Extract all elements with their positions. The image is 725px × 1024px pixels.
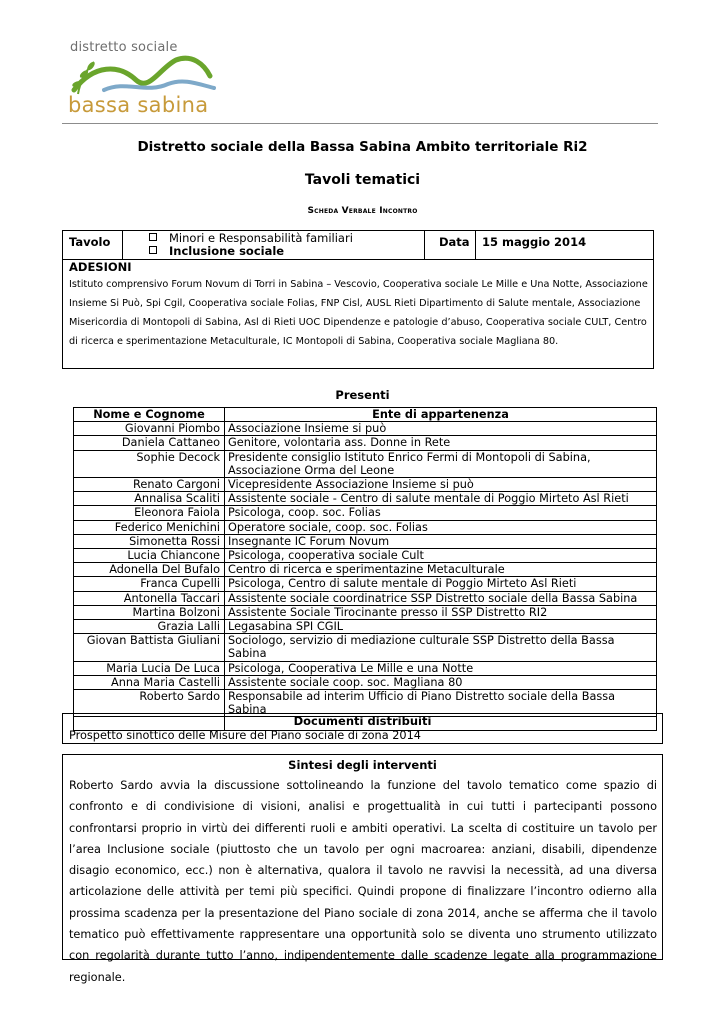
participant-ente: Associazione Insieme si può <box>225 422 657 436</box>
table-row <box>74 563 657 577</box>
logo-bottom-text: bassa sabina <box>68 93 209 117</box>
participant-name: Franca Cupelli <box>74 577 225 591</box>
document-title: Distretto sociale della Bassa Sabina Ambito territoriale Ri2 <box>137 139 588 155</box>
table-row <box>74 577 657 591</box>
participant-ente: Insegnante IC Forum Novum <box>225 534 657 548</box>
participant-ente: Responsabile ad interim Ufficio di Piano Distretto sociale della Bassa Sabina <box>225 690 657 717</box>
document-subtitle: Tavoli tematici <box>304 172 421 188</box>
table-row <box>74 436 657 450</box>
participant-name: Grazia Lalli <box>74 620 225 634</box>
participant-name: Martina Bolzoni <box>74 605 225 619</box>
table-row <box>74 422 657 436</box>
data-label: Data <box>439 235 470 249</box>
participant-ente: Assistente sociale coordinatrice SSP Distretto sociale della Bassa Sabina <box>225 591 657 605</box>
col-ente-header: Ente di appartenenza <box>225 408 657 422</box>
participant-name: Federico Menichini <box>74 520 225 534</box>
logo-top-text: distretto sociale <box>70 40 178 55</box>
table-row <box>74 661 657 675</box>
participant-name: Sophie Decock <box>74 450 225 477</box>
participant-name: Daniela Cattaneo <box>74 436 225 450</box>
documenti-title: Documenti distribuiti <box>293 714 432 728</box>
participant-name: Roberto Sardo <box>74 690 225 717</box>
district-logo <box>64 40 224 120</box>
participant-name: Eleonora Faiola <box>74 506 225 520</box>
tavolo-options <box>149 232 353 258</box>
participant-ente: Operatore sociale, coop. soc. Folias <box>225 520 657 534</box>
participant-name: Adonella Del Bufalo <box>74 563 225 577</box>
table-row <box>74 620 657 634</box>
documenti-box <box>62 713 663 744</box>
section-label: Scheda Verbale Incontro <box>307 206 418 216</box>
participant-ente: Vicepresidente Associazione Insieme si può <box>225 478 657 492</box>
table-row <box>74 534 657 548</box>
participant-name: Annalisa Scaliti <box>74 492 225 506</box>
header-divider <box>62 123 658 124</box>
table-row <box>74 605 657 619</box>
participant-ente: Assistente Sociale Tirocinante presso il SSP Distretto RI2 <box>225 605 657 619</box>
table-row <box>74 520 657 534</box>
adesioni-text: Istituto comprensivo Forum Novum di Torri in Sabina – Vescovio, Cooperativa sociale Le Mille e Una Notte, Associazione Insieme Si Può, Spi Cgil, Cooperativa sociale Folias, FNP Cisl, AUSL Rieti Dipartimento di Salute mentale, Associazione Misericordia di Montopoli di Sabina, Asl di Rieti UOC Dipendenze e patologie d’abuso, Cooperativa sociale CULT, Centro di ricerca e sperimentazione Metaculturale, IC Montopoli di Sabina, Cooperativa sociale Magliana 80. <box>69 279 648 347</box>
participant-ente: Psicologa, Cooperativa Le Mille e una Notte <box>225 661 657 675</box>
presenti-title: Presenti <box>335 388 390 402</box>
participant-ente: Assistente sociale - Centro di salute mentale di Poggio Mirteto Asl Rieti <box>225 492 657 506</box>
participant-name: Anna Maria Castelli <box>74 675 225 689</box>
participant-ente: Psicologa, coop. soc. Folias <box>225 506 657 520</box>
participant-name: Giovanni Piombo <box>74 422 225 436</box>
table-row <box>74 634 657 661</box>
presenti-table <box>73 407 657 731</box>
option-minori: Minori e Responsabilità familiari <box>149 232 353 245</box>
checkbox-icon <box>149 246 157 254</box>
col-name-header: Nome e Cognome <box>74 408 225 422</box>
option-inclusione: Inclusione sociale <box>149 245 353 258</box>
participant-ente: Legasabina SPI CGIL <box>225 620 657 634</box>
participant-ente: Sociologo, servizio di mediazione culturale SSP Distretto della Bassa Sabina <box>225 634 657 661</box>
data-value: 15 maggio 2014 <box>482 235 587 249</box>
participant-name: Renato Cargoni <box>74 478 225 492</box>
header-table <box>62 230 654 369</box>
participant-ente: Assistente sociale coop. soc. Magliana 80 <box>225 675 657 689</box>
sintesi-text: Roberto Sardo avvia la discussione sottolineando la funzione del tavolo tematico come spazio di confronto e di condivisione di visioni, analisi e progettualità in cui tutti i partecipanti possono confrontarsi proprio in virtù dei differenti ruoli e ambiti operativi. La scelta di costituire un tavolo per l’area Inclusione sociale (piuttosto che un tavolo per ogni macroarea: anziani, disabili, dipendenze disagio economico, ecc.) non è alternativa, qualora il tavolo ne ravvisi la necessità, ad una diversa articolazione delle attività per temi più specifici. Quindi propone di finalizzare l’incontro odierno alla prossima scadenza per la presentazione del Piano sociale di zona 2014, anche se afferma che il tavolo tematico può effettivamente rappresentare una opportunità solo se diventa uno strumento utilizzato con regolarità durante tutto l’anno, indipendentemente dalle scadenze legate alla programmazione regionale. <box>69 779 657 984</box>
sintesi-box <box>62 754 663 984</box>
table-row <box>74 450 657 477</box>
table-row <box>74 549 657 563</box>
documenti-text: Prospetto sinottico delle Misure del Piano sociale di zona 2014 <box>69 729 421 742</box>
adesioni-label: ADESIONI <box>69 260 132 274</box>
participant-ente: Presidente consiglio Istituto Enrico Fermi di Montopoli di Sabina, Associazione Orma del Leone <box>225 450 657 477</box>
table-row <box>74 675 657 689</box>
logo-hills-icon <box>64 54 224 98</box>
participant-ente: Genitore, volontaria ass. Donne in Rete <box>225 436 657 450</box>
participant-name: Antonella Taccari <box>74 591 225 605</box>
participant-ente: Psicologa, Centro di salute mentale di Poggio Mirteto Asl Rieti <box>225 577 657 591</box>
participant-name: Maria Lucia De Luca <box>74 661 225 675</box>
table-row <box>74 506 657 520</box>
table-row <box>74 591 657 605</box>
sintesi-title: Sintesi degli interventi <box>288 758 437 772</box>
participant-ente: Psicologa, cooperativa sociale Cult <box>225 549 657 563</box>
table-row <box>74 478 657 492</box>
tavolo-label: Tavolo <box>69 235 111 249</box>
participant-name: Giovan Battista Giuliani <box>74 634 225 661</box>
table-header-row <box>74 408 657 422</box>
participant-name: Lucia Chiancone <box>74 549 225 563</box>
checkbox-icon <box>149 233 157 241</box>
table-row <box>74 492 657 506</box>
participant-name: Simonetta Rossi <box>74 534 225 548</box>
participant-ente: Centro di ricerca e sperimentazine Metaculturale <box>225 563 657 577</box>
